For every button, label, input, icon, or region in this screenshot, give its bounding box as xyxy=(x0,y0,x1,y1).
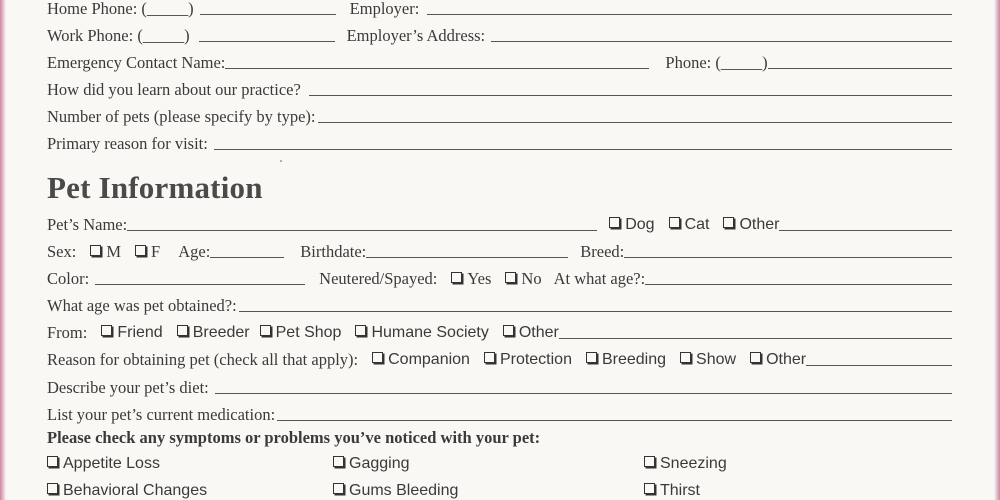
option-label: Other xyxy=(739,216,780,233)
diet-label: Describe your pet’s diet: xyxy=(47,378,209,397)
option-label: Breeding xyxy=(601,351,667,368)
symptom-appetite-loss[interactable] xyxy=(47,455,160,473)
work-phone-field[interactable] xyxy=(199,41,335,42)
page-edge-left xyxy=(0,0,6,500)
number-of-pets-row xyxy=(47,102,952,126)
option-label: Humane Society xyxy=(371,324,489,341)
checkbox[interactable] xyxy=(644,456,655,467)
option-label: Other xyxy=(766,351,807,368)
checkbox[interactable] xyxy=(177,325,188,336)
emergency-phone-field[interactable] xyxy=(768,68,952,69)
employer-address-label: Employer’s Address: xyxy=(346,26,486,45)
symptom-thirst[interactable] xyxy=(644,482,700,500)
primary-reason-row xyxy=(47,129,952,153)
number-of-pets-label: Number of pets (please specify by type): xyxy=(47,107,316,126)
reason-other-field[interactable] xyxy=(806,365,952,366)
learn-about-row xyxy=(47,75,952,99)
pet-name-label: Pet’s Name: xyxy=(47,215,128,234)
pet-information-heading: Pet Information xyxy=(47,170,263,205)
from-option-pet-shop[interactable] xyxy=(260,324,342,342)
symptom-label: Gagging xyxy=(349,455,410,472)
employer-address-field[interactable] xyxy=(491,41,952,42)
age-obtained-field[interactable] xyxy=(239,311,952,312)
home-phone-label: Home Phone: (_____) xyxy=(47,0,194,18)
type-option-cat[interactable] xyxy=(669,216,710,234)
neutered-option-yes[interactable] xyxy=(451,270,491,288)
from-option-other[interactable] xyxy=(503,324,559,342)
from-option-breeder[interactable] xyxy=(177,324,250,342)
learn-about-field[interactable] xyxy=(309,95,952,96)
home-phone-row xyxy=(47,0,952,18)
diet-row xyxy=(47,373,952,397)
reason-obtaining-label: Reason for obtaining pet (check all that apply): xyxy=(47,350,359,369)
checkbox[interactable] xyxy=(644,483,655,494)
option-label: Yes xyxy=(467,269,492,288)
checkbox[interactable] xyxy=(47,456,58,467)
work-phone-label: Work Phone: (_____) xyxy=(47,26,190,45)
age-field[interactable] xyxy=(210,257,284,258)
checkbox[interactable] xyxy=(669,217,680,228)
breed-label: Breed: xyxy=(580,242,625,261)
neutered-option-no[interactable] xyxy=(505,270,541,288)
emergency-phone-label: Phone: (_____) xyxy=(665,53,768,72)
checkbox[interactable] xyxy=(47,483,58,494)
birthdate-label: Birthdate: xyxy=(300,242,367,261)
symptom-sneezing[interactable] xyxy=(644,455,727,473)
reason-option-protection[interactable] xyxy=(484,351,572,369)
learn-about-label: How did you learn about our practice? xyxy=(47,80,301,99)
color-neutered-row xyxy=(47,264,952,288)
sex-label: Sex: xyxy=(47,242,77,261)
type-other-field[interactable] xyxy=(779,230,952,231)
emergency-contact-field[interactable] xyxy=(225,68,649,69)
checkbox[interactable] xyxy=(333,456,344,467)
from-option-friend[interactable] xyxy=(101,324,162,342)
sex-option-m[interactable] xyxy=(90,243,121,261)
medication-field[interactable] xyxy=(277,420,952,421)
page-edge-right xyxy=(994,0,1000,500)
symptom-label: Behavioral Changes xyxy=(63,482,208,499)
pet-name-row xyxy=(47,210,952,234)
reason-option-other[interactable] xyxy=(750,351,806,369)
employer-field[interactable] xyxy=(427,14,952,15)
at-what-age-field[interactable] xyxy=(645,284,952,285)
sex-option-f[interactable] xyxy=(135,243,160,261)
from-other-field[interactable] xyxy=(559,338,952,339)
number-of-pets-field[interactable] xyxy=(318,122,953,123)
medication-row xyxy=(47,400,952,424)
option-label: Pet Shop xyxy=(275,324,342,341)
checkbox[interactable] xyxy=(723,217,734,228)
breed-field[interactable] xyxy=(624,257,952,258)
age-obtained-label: What age was pet obtained?: xyxy=(47,296,237,315)
from-option-humane-society[interactable] xyxy=(355,324,488,342)
primary-reason-label: Primary reason for visit: xyxy=(47,134,208,153)
checkbox[interactable] xyxy=(750,352,761,363)
option-label: F xyxy=(151,242,161,261)
option-label: Show xyxy=(696,351,737,368)
paper-speck xyxy=(280,160,282,162)
at-what-age-label: At what age?: xyxy=(553,269,646,288)
checkbox[interactable] xyxy=(503,325,514,336)
option-label: Cat xyxy=(684,216,710,233)
checkbox[interactable] xyxy=(355,325,366,336)
option-label: Other xyxy=(518,324,559,341)
checkbox[interactable] xyxy=(90,245,101,256)
birthdate-field[interactable] xyxy=(366,257,568,258)
checkbox[interactable] xyxy=(484,352,495,363)
symptom-label: Appetite Loss xyxy=(63,455,160,472)
option-label: Dog xyxy=(625,216,655,233)
home-phone-field[interactable] xyxy=(200,14,336,15)
checkbox[interactable] xyxy=(333,483,344,494)
checkbox[interactable] xyxy=(101,325,112,336)
checkbox[interactable] xyxy=(609,217,620,228)
from-label: From: xyxy=(47,323,88,342)
option-label: No xyxy=(521,269,542,288)
checkbox[interactable] xyxy=(135,245,146,256)
symptom-label: Sneezing xyxy=(660,455,727,472)
symptom-behavioral-changes[interactable] xyxy=(47,482,207,500)
age-obtained-row xyxy=(47,291,952,315)
sex-age-row xyxy=(47,237,952,261)
employer-label: Employer: xyxy=(349,0,420,18)
checkbox[interactable] xyxy=(260,325,271,336)
primary-reason-field[interactable] xyxy=(214,149,952,150)
neutered-label: Neutered/Spayed: xyxy=(319,269,438,288)
option-label: M xyxy=(106,242,122,261)
option-label: Companion xyxy=(388,351,470,368)
checkbox[interactable] xyxy=(505,272,516,283)
medication-label: List your pet’s current medication: xyxy=(47,405,276,424)
color-field[interactable] xyxy=(95,284,305,285)
checkbox[interactable] xyxy=(680,352,691,363)
age-label: Age: xyxy=(178,242,211,261)
option-label: Friend xyxy=(117,324,163,341)
type-option-other[interactable] xyxy=(723,216,779,234)
option-label: Protection xyxy=(499,351,572,368)
symptom-label: Gums Bleeding xyxy=(349,482,459,499)
reason-option-breeding[interactable] xyxy=(586,351,666,369)
emergency-contact-row xyxy=(47,48,952,72)
symptom-gagging[interactable] xyxy=(333,455,410,473)
emergency-contact-label: Emergency Contact Name: xyxy=(47,53,226,72)
work-phone-row xyxy=(47,21,952,45)
reason-option-show[interactable] xyxy=(680,351,736,369)
symptom-gums-bleeding[interactable] xyxy=(333,482,458,500)
from-row xyxy=(47,318,952,342)
option-label: Breeder xyxy=(192,324,250,341)
pet-name-field[interactable] xyxy=(127,230,597,231)
reason-option-companion[interactable] xyxy=(372,351,470,369)
checkbox[interactable] xyxy=(451,272,462,283)
color-label: Color: xyxy=(47,269,90,288)
diet-field[interactable] xyxy=(215,393,952,394)
checkbox[interactable] xyxy=(372,352,383,363)
reason-obtaining-row xyxy=(47,345,952,369)
symptoms-prompt: Please check any symptoms or problems you’ve noticed with your pet: xyxy=(47,428,541,447)
checkbox[interactable] xyxy=(586,352,597,363)
symptom-label: Thirst xyxy=(660,482,700,499)
type-option-dog[interactable] xyxy=(609,216,654,234)
